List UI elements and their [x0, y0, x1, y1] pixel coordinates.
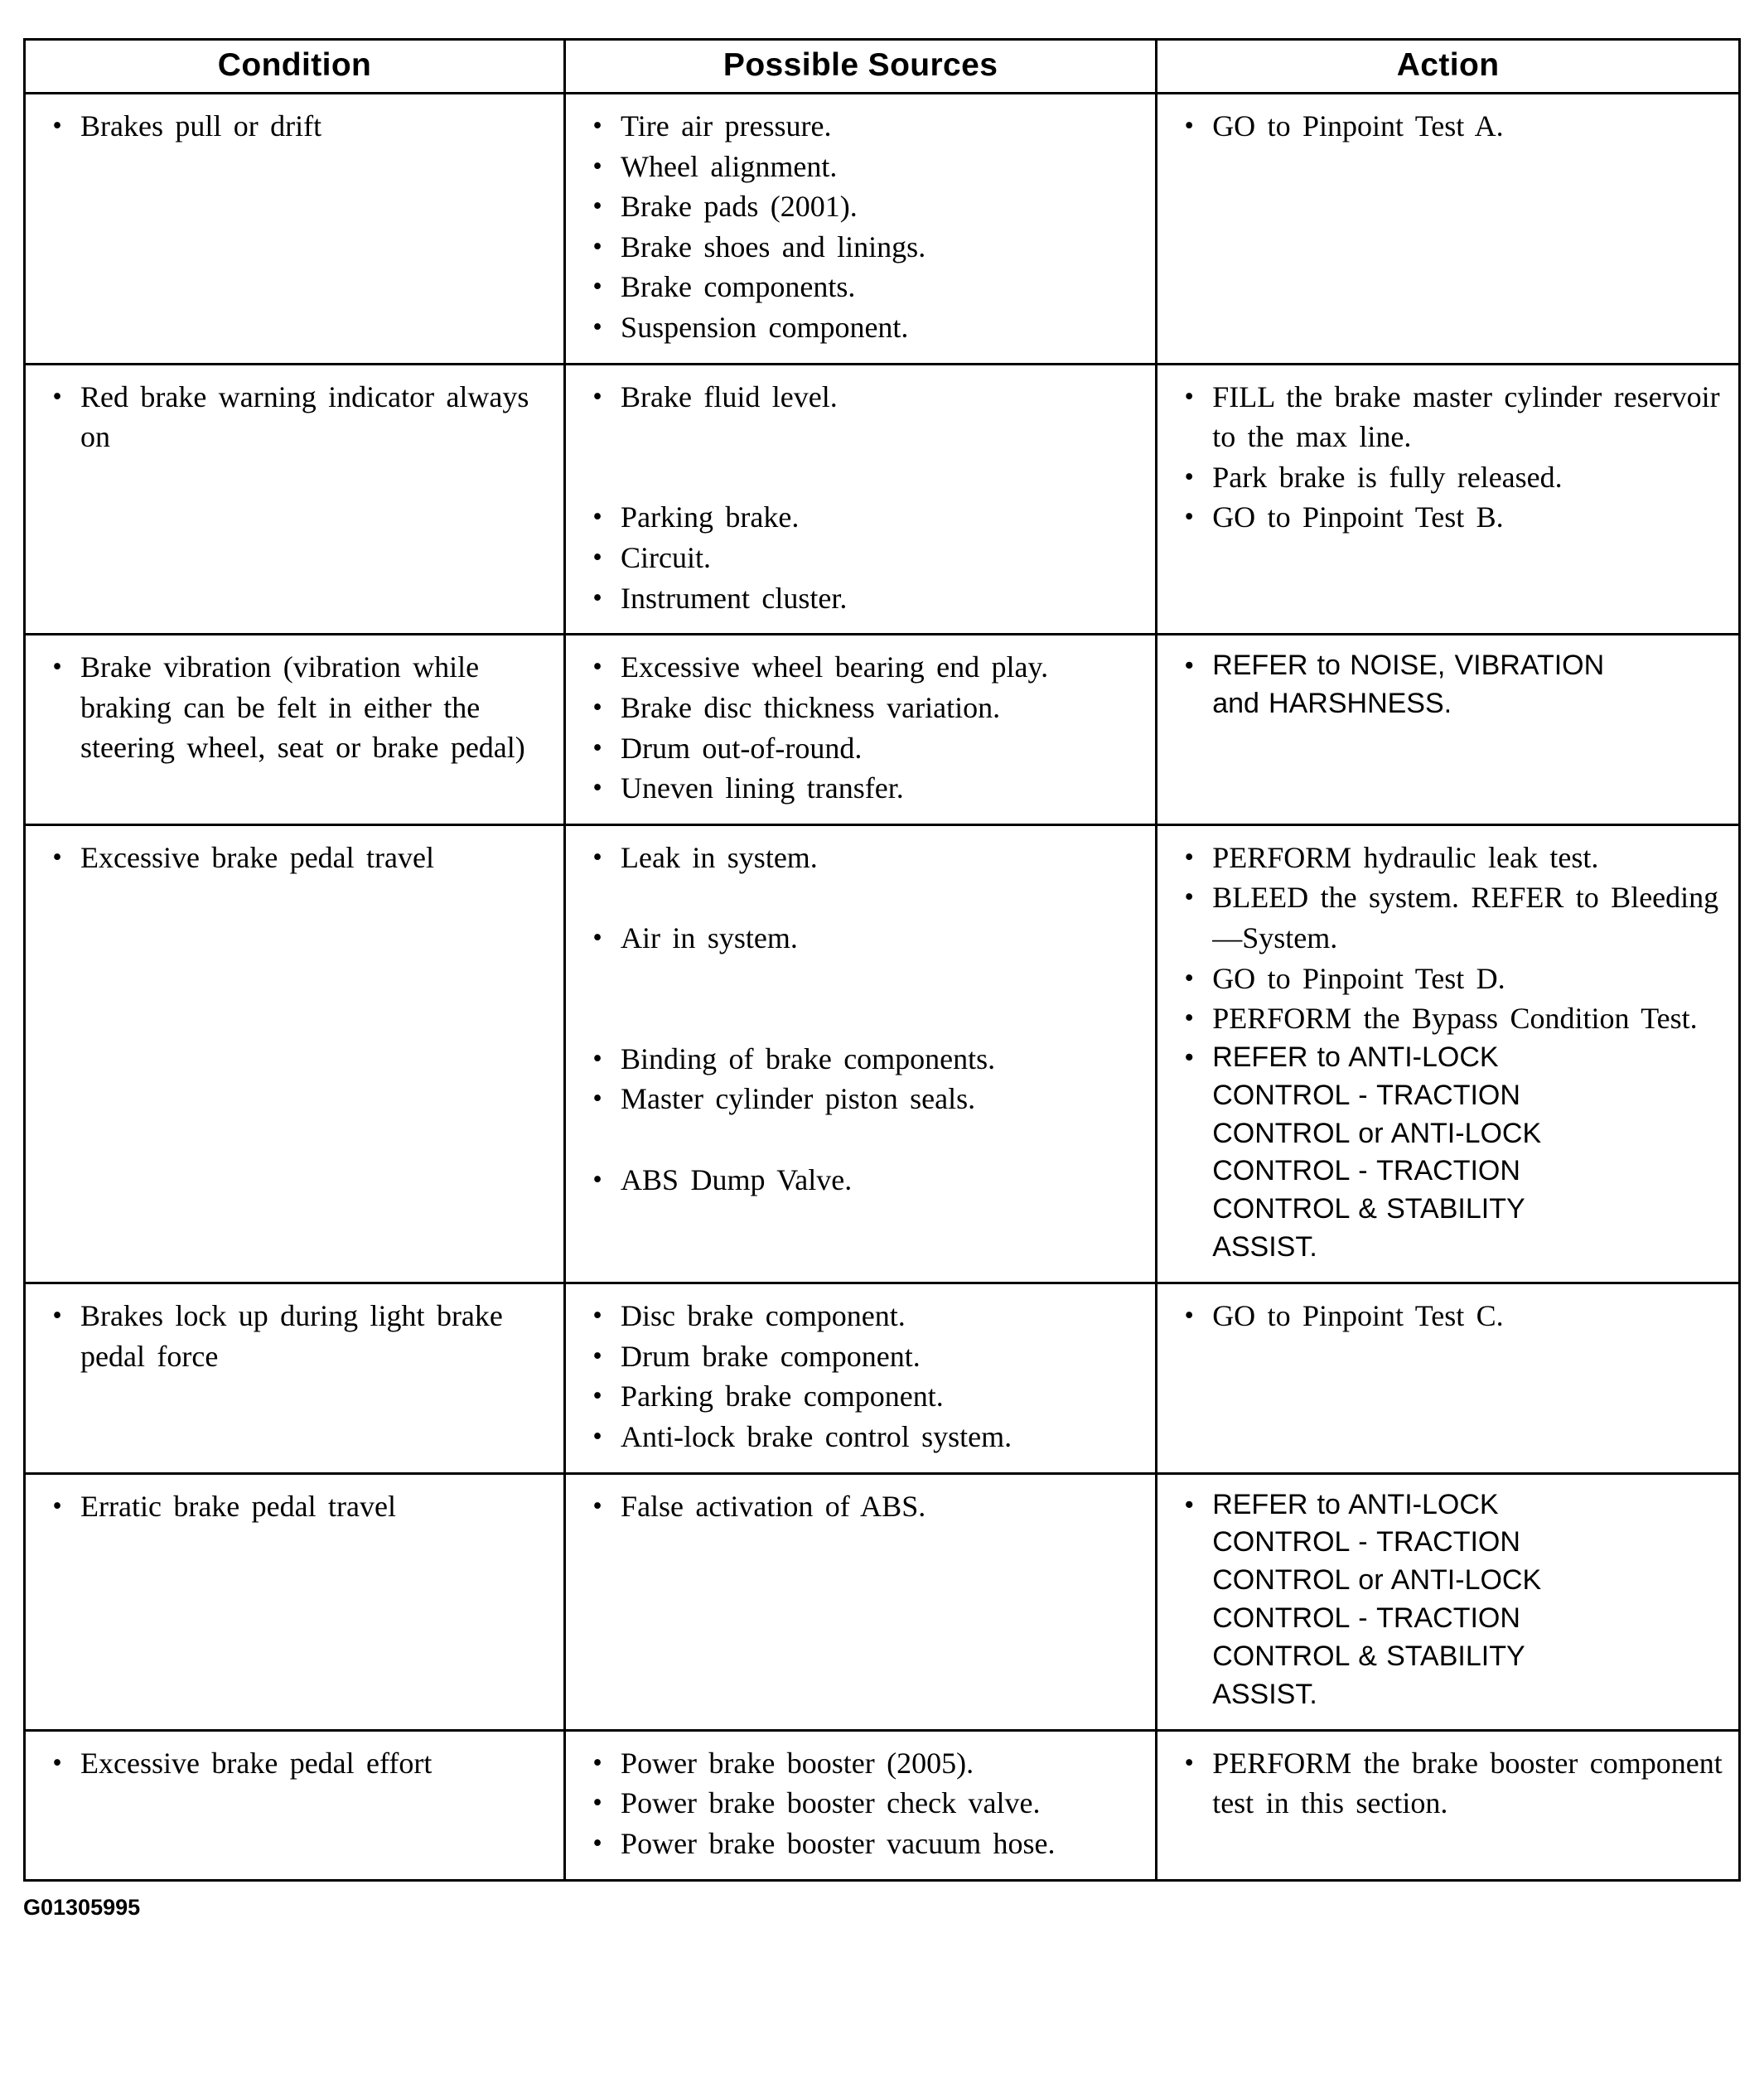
column-header-condition: Condition	[25, 40, 565, 94]
bullet-icon: •	[52, 381, 62, 412]
table-row	[25, 635, 1740, 824]
bullet-icon: •	[592, 922, 602, 953]
item-text: GO to Pinpoint Test C.	[1212, 1299, 1504, 1333]
item-text: Brake pads (2001).	[621, 190, 858, 224]
bullet-icon: •	[1184, 461, 1194, 492]
bullet-item	[34, 1743, 549, 1784]
item-text: GO to Pinpoint Test D.	[1212, 961, 1505, 995]
bullet-icon: •	[592, 732, 602, 763]
bullet-item	[574, 377, 1140, 418]
bullet-item	[34, 1486, 549, 1527]
sources-cell	[565, 1283, 1157, 1473]
item-text: Power brake booster vacuum hose.	[621, 1827, 1056, 1861]
item-text: REFER to ANTI-LOCK CONTROL - TRACTION CONTROL or ANTI-LOCK CONTROL - TRACTION CONTROL & STABILITY ASSIST.	[1212, 1041, 1542, 1264]
bullet-item	[1166, 838, 1723, 878]
item-text: Wheel alignment.	[621, 149, 838, 183]
item-text: Brakes pull or drift	[80, 109, 322, 143]
diagnostic-table	[23, 38, 1741, 1882]
bullet-item	[574, 1336, 1140, 1377]
item-text: FILL the brake master cylinder reservoir to the max line.	[1212, 379, 1720, 454]
bullet-item	[34, 647, 549, 768]
table-row	[25, 1730, 1740, 1880]
item-text: Drum out-of-round.	[621, 731, 863, 765]
table-header-row	[25, 40, 1740, 94]
bullet-item	[574, 1743, 1140, 1784]
bullet-icon: •	[592, 1043, 602, 1074]
bullet-icon: •	[1184, 502, 1194, 533]
bullet-icon: •	[592, 1381, 602, 1412]
bullet-icon: •	[52, 111, 62, 141]
bullet-item	[574, 147, 1140, 187]
bullet-icon: •	[1184, 963, 1194, 993]
bullet-icon: •	[592, 652, 602, 683]
actions-cell	[1157, 635, 1740, 824]
bullet-icon: •	[592, 272, 602, 302]
bullet-item	[574, 538, 1140, 578]
bullet-icon: •	[592, 111, 602, 141]
item-text: Uneven lining transfer.	[621, 771, 904, 805]
bullet-icon: •	[52, 842, 62, 872]
item-text: Leak in system.	[621, 840, 818, 874]
bullet-icon: •	[1184, 111, 1194, 141]
bullet-item	[1166, 1486, 1723, 1714]
bullet-item	[1166, 647, 1723, 723]
sources-cell	[565, 1473, 1157, 1730]
bullet-item	[574, 1417, 1140, 1457]
bullet-item	[1166, 457, 1723, 498]
bullet-item	[574, 1824, 1140, 1864]
bullet-icon: •	[592, 1421, 602, 1452]
item-text: Excessive brake pedal travel	[80, 840, 435, 874]
item-text: Brake fluid level.	[621, 379, 838, 413]
item-text: PERFORM hydraulic leak test.	[1212, 840, 1599, 874]
item-text: BLEED the system. REFER to Bleeding—System.	[1212, 881, 1719, 954]
bullet-item	[574, 1296, 1140, 1336]
bullet-item	[34, 377, 549, 457]
bullet-icon: •	[1184, 1490, 1194, 1519]
actions-cell	[1157, 1730, 1740, 1880]
item-text: Power brake booster (2005).	[621, 1746, 974, 1780]
bullet-icon: •	[1184, 882, 1194, 913]
bullet-icon: •	[592, 1164, 602, 1195]
item-text: Instrument cluster.	[621, 581, 848, 615]
bullet-item	[574, 497, 1140, 538]
bullet-item	[34, 838, 549, 878]
sources-cell	[565, 94, 1157, 365]
bullet-icon: •	[592, 1341, 602, 1371]
bullet-icon: •	[592, 151, 602, 181]
bullet-item	[574, 647, 1140, 688]
actions-cell	[1157, 1473, 1740, 1730]
item-text: Red brake warning indicator always on	[80, 379, 529, 454]
bullet-item	[574, 688, 1140, 728]
bullet-icon: •	[592, 312, 602, 343]
actions-cell	[1157, 94, 1740, 365]
bullet-item	[574, 838, 1140, 878]
item-text: Excessive brake pedal effort	[80, 1746, 433, 1780]
actions-cell	[1157, 824, 1740, 1283]
bullet-icon: •	[52, 1301, 62, 1331]
item-text: Brake shoes and linings.	[621, 230, 926, 263]
item-text: Parking brake component.	[621, 1380, 944, 1413]
bullet-icon: •	[592, 1747, 602, 1778]
table-row	[25, 364, 1740, 635]
sources-cell	[565, 824, 1157, 1283]
item-text: Anti-lock brake control system.	[621, 1419, 1012, 1453]
item-text: Disc brake component.	[621, 1299, 906, 1333]
bullet-item	[574, 578, 1140, 619]
bullet-item	[574, 227, 1140, 268]
item-text: PERFORM the brake booster component test in this section.	[1212, 1746, 1723, 1820]
item-text: Suspension component.	[621, 311, 909, 345]
bullet-icon: •	[1184, 1747, 1194, 1778]
item-text: REFER to ANTI-LOCK CONTROL - TRACTION CONTROL or ANTI-LOCK CONTROL - TRACTION CONTROL & STABILITY ASSIST.	[1212, 1488, 1542, 1710]
item-text: PERFORM the Bypass Condition Test.	[1212, 1002, 1698, 1036]
bullet-icon: •	[1184, 651, 1194, 680]
bullet-icon: •	[592, 1301, 602, 1331]
bullet-icon: •	[52, 652, 62, 683]
item-text: GO to Pinpoint Test A.	[1212, 109, 1504, 143]
bullet-icon: •	[592, 692, 602, 722]
bullet-icon: •	[592, 191, 602, 222]
condition-cell	[25, 94, 565, 365]
bullet-item	[1166, 1296, 1723, 1336]
item-text: Brake components.	[621, 270, 856, 304]
bullet-item	[574, 1160, 1140, 1201]
table-row	[25, 824, 1740, 1283]
bullet-icon: •	[592, 1491, 602, 1521]
item-text: Air in system.	[621, 921, 798, 954]
column-header-action: Action	[1157, 40, 1740, 94]
bullet-item	[574, 267, 1140, 307]
bullet-item	[1166, 998, 1723, 1039]
bullet-item	[574, 307, 1140, 348]
condition-cell	[25, 635, 565, 824]
sources-cell	[565, 364, 1157, 635]
bullet-item	[574, 728, 1140, 769]
item-text: Erratic brake pedal travel	[80, 1489, 396, 1523]
item-text: REFER to NOISE, VIBRATION and HARSHNESS.	[1212, 650, 1605, 720]
bullet-icon: •	[592, 543, 602, 573]
bullet-item	[574, 1039, 1140, 1080]
bullet-icon: •	[52, 1747, 62, 1778]
bullet-icon: •	[592, 773, 602, 804]
item-text: Park brake is fully released.	[1212, 460, 1563, 494]
bullet-icon: •	[592, 1084, 602, 1114]
bullet-item	[1166, 377, 1723, 457]
condition-cell	[25, 824, 565, 1283]
item-text: Brake disc thickness variation.	[621, 690, 1001, 724]
bullet-icon: •	[592, 381, 602, 412]
bullet-item	[34, 1296, 549, 1376]
item-text: Binding of brake components.	[621, 1041, 996, 1075]
bullet-icon: •	[1184, 1301, 1194, 1331]
bullet-icon: •	[592, 582, 602, 613]
actions-cell	[1157, 364, 1740, 635]
bullet-icon: •	[592, 1788, 602, 1819]
condition-cell	[25, 364, 565, 635]
condition-cell	[25, 1473, 565, 1730]
item-text: Power brake booster check valve.	[621, 1786, 1041, 1820]
bullet-icon: •	[1184, 1003, 1194, 1034]
item-text: GO to Pinpoint Test B.	[1212, 500, 1504, 534]
bullet-item	[1166, 877, 1723, 958]
item-text: Excessive wheel bearing end play.	[621, 650, 1049, 684]
bullet-icon: •	[592, 502, 602, 533]
item-text: ABS Dump Valve.	[621, 1162, 853, 1196]
bullet-item	[574, 1376, 1140, 1417]
bullet-icon: •	[592, 1829, 602, 1859]
item-text: Tire air pressure.	[621, 109, 832, 143]
bullet-item	[574, 1079, 1140, 1119]
table-row	[25, 94, 1740, 365]
actions-cell	[1157, 1283, 1740, 1473]
item-text: Master cylinder piston seals.	[621, 1082, 976, 1116]
bullet-item	[574, 1783, 1140, 1824]
sources-cell	[565, 1730, 1157, 1880]
bullet-item	[1166, 959, 1723, 999]
bullet-icon: •	[1184, 842, 1194, 872]
item-text: Parking brake.	[621, 500, 800, 534]
bullet-icon: •	[592, 842, 602, 872]
item-text: Drum brake component.	[621, 1339, 921, 1373]
table-row	[25, 1473, 1740, 1730]
bullet-item	[1166, 1039, 1723, 1267]
bullet-item	[574, 1486, 1140, 1527]
bullet-item	[574, 106, 1140, 147]
bullet-item	[1166, 497, 1723, 538]
item-text: Brake vibration (vibration while braking can be felt in either the steering wheel, seat or brake pedal)	[80, 650, 525, 765]
figure-id: G01305995	[23, 1894, 141, 1920]
bullet-icon: •	[52, 1491, 62, 1521]
bullet-icon: •	[1184, 1042, 1194, 1071]
sources-cell	[565, 635, 1157, 824]
bullet-item	[574, 768, 1140, 809]
table-row	[25, 1283, 1740, 1473]
bullet-icon: •	[592, 231, 602, 262]
item-text: Brakes lock up during light brake pedal force	[80, 1299, 503, 1373]
bullet-item	[574, 918, 1140, 959]
bullet-item	[34, 106, 549, 147]
item-text: False activation of ABS.	[621, 1489, 926, 1523]
bullet-icon: •	[1184, 381, 1194, 412]
bullet-item	[1166, 106, 1723, 147]
condition-cell	[25, 1283, 565, 1473]
bullet-item	[1166, 1743, 1723, 1824]
column-header-possible-sources: Possible Sources	[565, 40, 1157, 94]
bullet-item	[574, 186, 1140, 227]
condition-cell	[25, 1730, 565, 1880]
item-text: Circuit.	[621, 541, 712, 575]
